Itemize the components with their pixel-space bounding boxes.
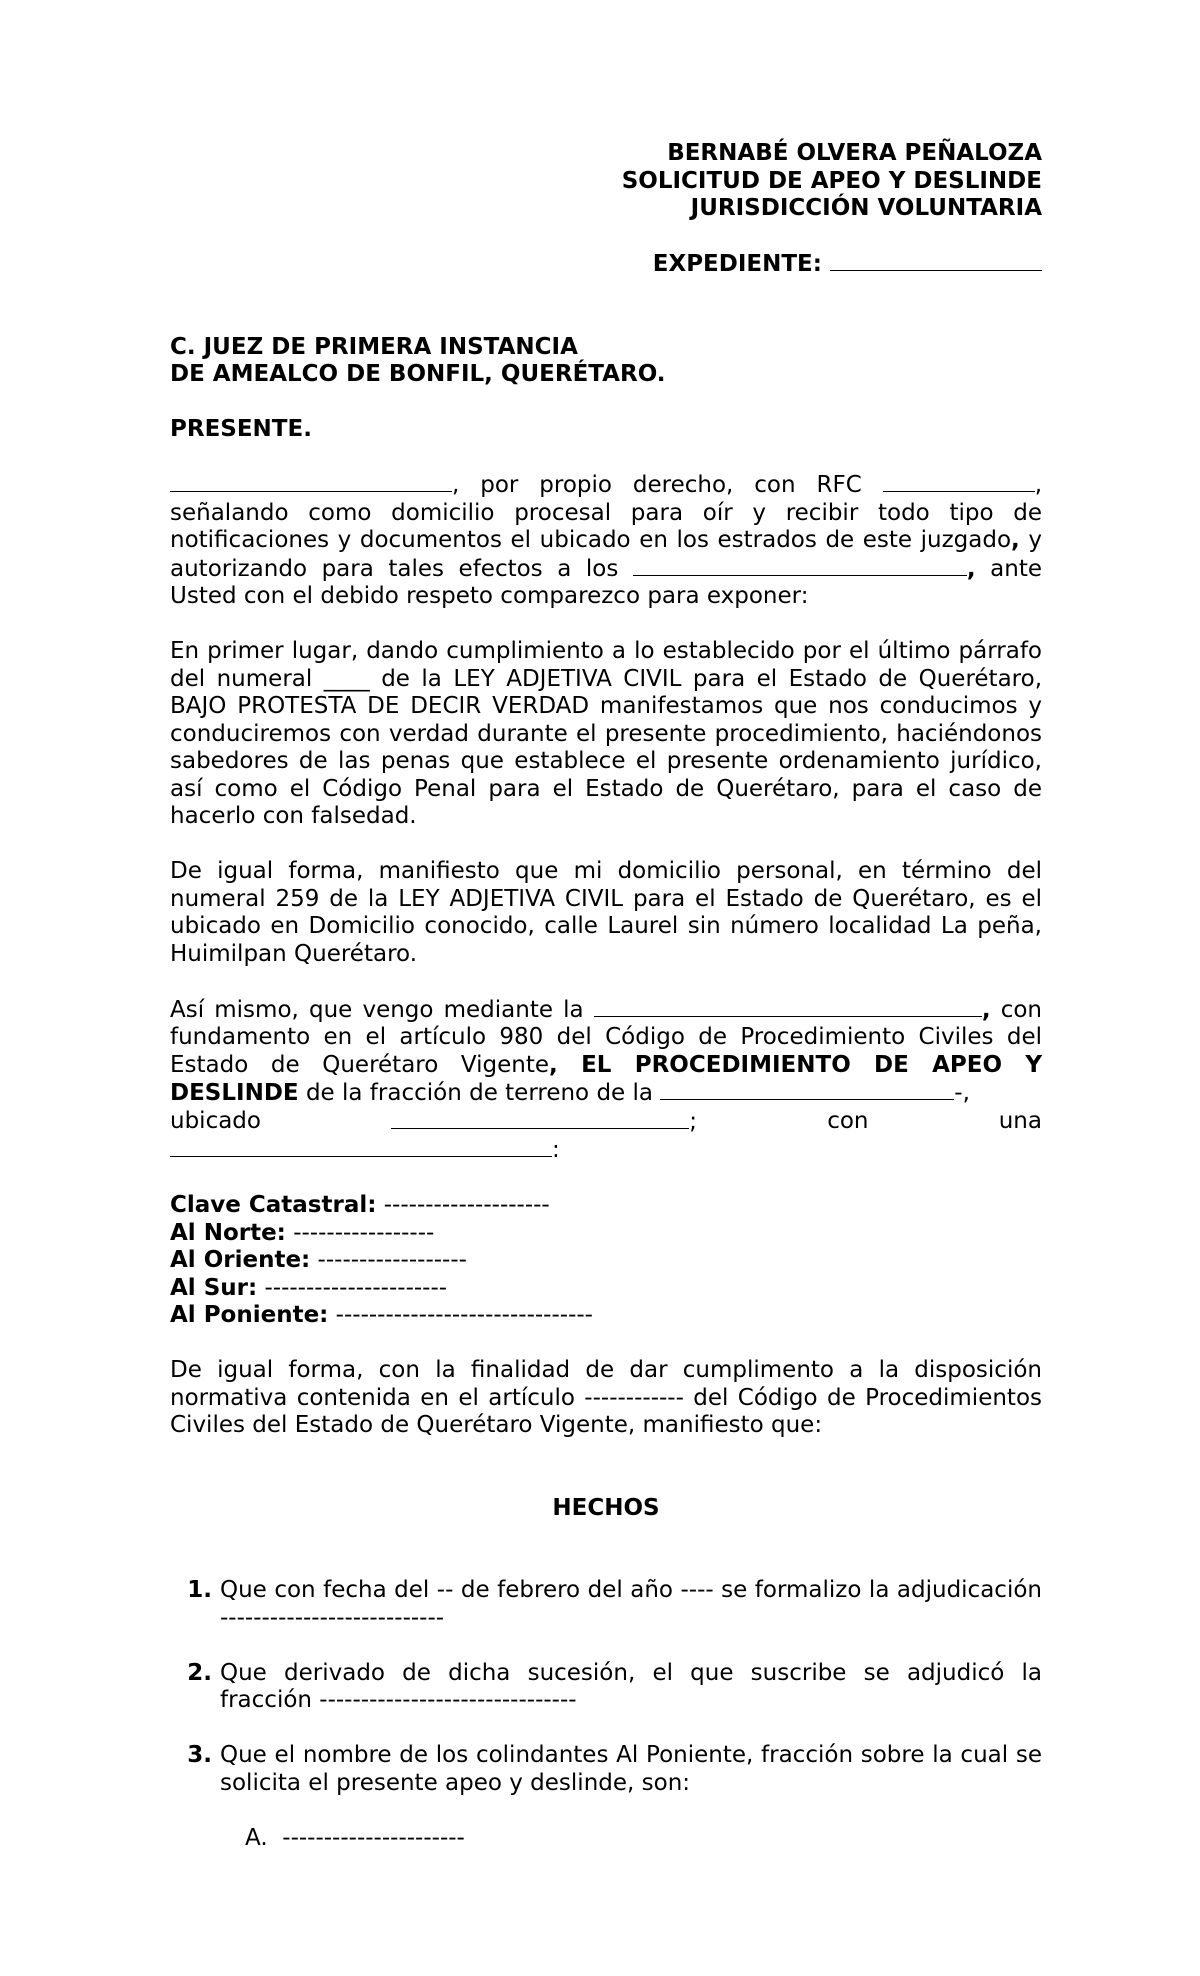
paragraph-protesta (170, 638, 1042, 831)
intro-text-3: señalando como domicilio procesal para oír y recibir todo tipo de notificaciones y documentos el ubicado en los estrados de este juzgado (170, 499, 1042, 553)
p1-text-b: de la LEY ADJETIVA CIVIL para el Estado de Querétaro, BAJO PROTESTA DE DECIR VERDAD manifestamos que nos conducimos y conduciremos con verdad durante el presente procedimiento, haciéndonos sabedores de las penas que establece el presente ordenamiento jurídico, así como el Código Penal para el Estado de Querétaro, para el caso de hacerlo con falsedad. (170, 665, 1043, 829)
expediente-blank (830, 250, 1042, 271)
paragraph-disposicion: De igual forma, con la finalidad de dar cumplimento a la disposición normativa contenida en el artículo ------------ del Código de Procedimientos Civiles del Estado de Querétaro Vigente, manifiesto que: (170, 1357, 1042, 1438)
hecho-item (170, 1577, 1042, 1632)
colindante-item (170, 1825, 1042, 1853)
hecho-text: Que con fecha del -- de febrero del año ---- se formalizo la adjudicación --------------------------- (220, 1577, 1042, 1631)
name-blank (170, 471, 452, 492)
cadastral-list (170, 1192, 1042, 1330)
intro-text-5: ante Usted con el debido respeto comparezco para exponer: (170, 555, 1042, 609)
p3-text-a: Así mismo, que vengo mediante la (170, 996, 584, 1023)
rfc-blank (883, 471, 1035, 492)
intro-comma-2: , (966, 555, 976, 582)
hecho-number: 2. (187, 1659, 212, 1686)
authorized-blank (633, 555, 967, 576)
superficie-line (170, 1136, 1042, 1165)
superficie-colon: : (552, 1137, 560, 1163)
paragraph-domicilio: De igual forma, manifiesto que mi domicilio personal, en término del numeral 259 de la LEY ADJETIVA CIVIL para el Estado de Querétaro, es el ubicado en Domicilio conocido, calle Laurel sin número localidad La peña, Huimilpan Querétaro. (170, 858, 1042, 967)
hecho-item (170, 1742, 1042, 1797)
p3-comma-2: , (549, 1051, 558, 1078)
p3-comma: , (981, 996, 991, 1023)
una-word: una (998, 1107, 1042, 1134)
expediente-line (170, 250, 1042, 279)
header-jurisdiction: JURISDICCIÓN VOLUNTARIA (690, 195, 1042, 221)
addressee-line2: DE AMEALCO DE BONFIL, QUERÉTARO. (170, 361, 666, 387)
superficie-blank (170, 1136, 552, 1157)
hecho-number: 3. (187, 1742, 212, 1768)
ubicado-line (170, 1108, 1042, 1137)
colindante-text: ---------------------- (282, 1824, 465, 1851)
hecho-number: 1. (187, 1577, 212, 1603)
ubicado-semicolon: ; (689, 1108, 697, 1135)
presente: PRESENTE. (170, 416, 312, 442)
p3-text-c: de la fracción de terreno de la (298, 1080, 653, 1106)
hecho-text: Que derivado de dicha sucesión, el que suscribe se adjudicó la fracción ------------------------------- (220, 1659, 1042, 1713)
intro-text-4: y autorizando para tales efectos a los (170, 527, 1042, 582)
intro-paragraph (170, 471, 1042, 611)
document-page (170, 140, 1042, 1852)
cadastral-item: Al Norte: ----------------- (170, 1219, 435, 1246)
p1-blank: ____ (323, 665, 370, 692)
header-title: SOLICITUD DE APEO Y DESLINDE (621, 167, 1042, 194)
cadastral-item: Al Poniente: ------------------------------- (170, 1302, 593, 1328)
ubicado-blank (391, 1108, 689, 1129)
cadastral-item: Clave Catastral: -------------------- (170, 1192, 550, 1218)
ubicado-label: ubicado (170, 1107, 261, 1134)
hecho-item (170, 1660, 1042, 1715)
hechos-heading: HECHOS (552, 1494, 660, 1521)
p3-text-c-end: -, (954, 1080, 970, 1106)
cadastral-item: Al Oriente: ------------------ (170, 1247, 467, 1273)
header-name: BERNABÉ OLVERA PEÑALOZA (667, 140, 1042, 166)
addressee-line1: C. JUEZ DE PRIMERA INSTANCIA (170, 333, 578, 360)
con-word: con (827, 1107, 869, 1134)
p1-text-a: En primer lugar, dando cumplimiento a lo establecido por el último párrafo del numeral (170, 638, 1042, 692)
p3-text-b: con fundamento en el artículo 980 del Código de Procedimiento Civiles del Estado de Querétaro Vigente (170, 996, 1043, 1078)
intro-comma: , (1011, 527, 1020, 553)
expediente-label: EXPEDIENTE: (652, 251, 822, 277)
intro-text-1: , por propio derecho, con RFC (452, 472, 862, 498)
intro-text-2: , (1034, 472, 1043, 498)
hecho-text: Que el nombre de los colindantes Al Poniente, fracción sobre la cual se solicita el presente apeo y deslinde, son: (220, 1742, 1042, 1796)
colindante-letter: A. (245, 1824, 268, 1851)
via-blank (594, 996, 982, 1017)
fraccion-blank (660, 1079, 954, 1100)
p3-bold: EL PROCEDIMIENTO DE APEO Y DESLINDE (170, 1051, 1042, 1106)
cadastral-item: Al Sur: ---------------------- (170, 1274, 448, 1301)
paragraph-procedimiento (170, 996, 1042, 1108)
